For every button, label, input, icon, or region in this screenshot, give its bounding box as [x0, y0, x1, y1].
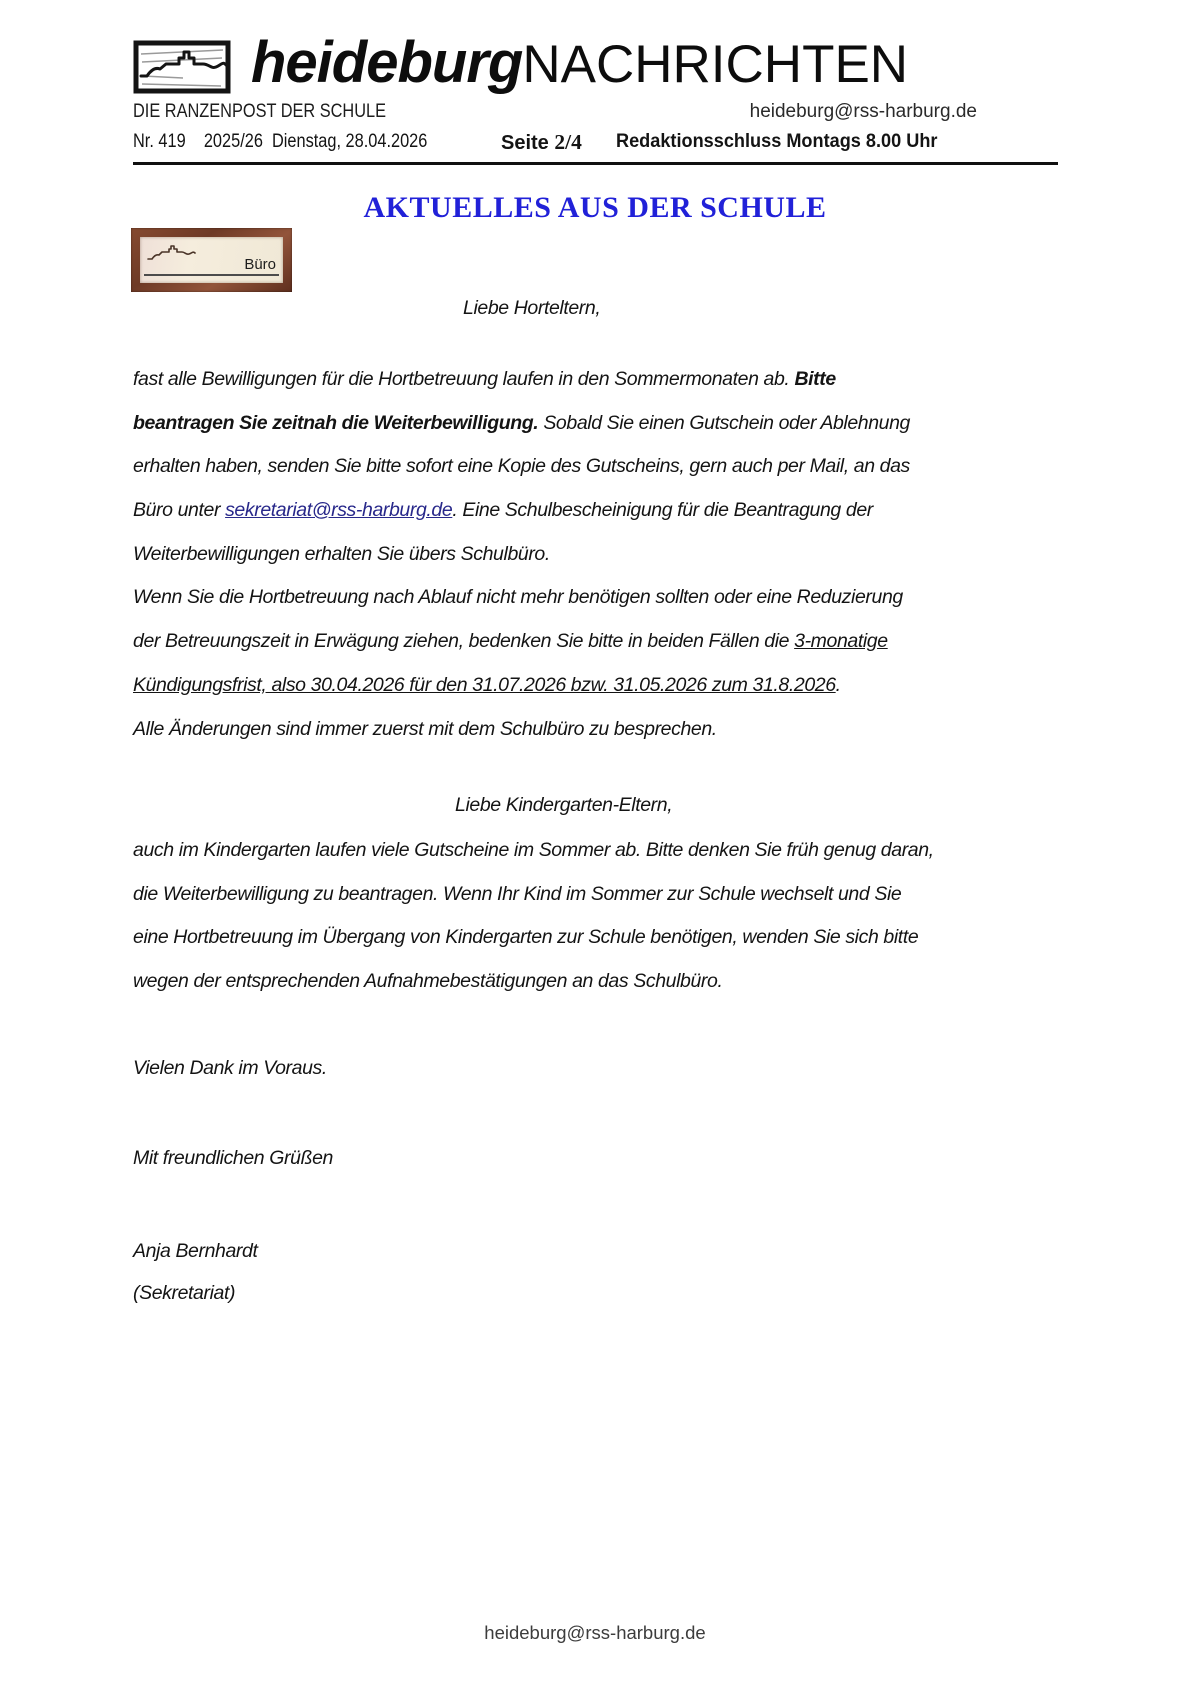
text-line	[133, 358, 1063, 402]
text-line	[133, 873, 1063, 917]
text-segment: fast alle Bewilligungen für die Hortbetreuung laufen in den Sommermonaten ab.	[133, 368, 795, 390]
text-segment: der Betreuungszeit in Erwägung ziehen, bedenken Sie bitte in beiden Fällen die	[133, 630, 795, 653]
editorial-deadline: Redaktionsschluss Montags 8.00 Uhr	[616, 130, 938, 152]
text-segment: Weiterbewilligungen erhalten Sie übers Schulbüro.	[133, 542, 550, 565]
signature-role: (Sekretariat)	[133, 1282, 236, 1304]
footer-email: heideburg@rss-harburg.de	[484, 1622, 706, 1643]
signature-name: Anja Bernhardt	[133, 1240, 258, 1262]
text-segment: erhalten haben, senden Sie bitte sofort eine Kopie des Gutscheins, gern auch per Mail, an das	[133, 455, 910, 478]
text-segment: Wenn Sie die Hortbetreuung nach Ablauf nicht mehr benötigen sollten oder eine Reduzierung	[133, 586, 903, 609]
thanks-line: Vielen Dank im Voraus.	[133, 1057, 327, 1079]
greeting-kindergarten: Liebe Kindergarten-Eltern,	[455, 794, 673, 816]
text-segment: Kündigungsfrist, also 30.04.2026 für den 31.07.2026 bzw. 31.05.2026 zum 31.8.2026	[133, 673, 836, 696]
text-segment: auch im Kindergarten laufen viele Gutscheine im Sommer ab. Bitte denken Sie früh genug daran,	[133, 839, 934, 861]
text-segment: wegen der entsprechenden Aufnahmebestätigungen an das Schulbüro.	[133, 970, 723, 993]
heideburg-skyline-sketch-icon	[145, 241, 197, 265]
paragraph-kindergarten	[133, 829, 1063, 1004]
text-line	[133, 533, 1063, 577]
text-segment: Büro unter	[133, 499, 226, 522]
office-sign-frame	[131, 228, 292, 292]
text-segment: Alle Änderungen sind immer zuerst mit dem Schulbüro zu besprechen.	[133, 717, 717, 740]
masthead-subtitle-row	[133, 101, 977, 125]
text-segment: beantragen Sie zeitnah die Weiterbewilligung.	[133, 411, 539, 434]
office-sign-label: Büro	[244, 256, 276, 273]
greeting-horteltern: Liebe Horteltern,	[463, 297, 601, 319]
header-email: heideburg@rss-harburg.de	[749, 101, 977, 122]
text-segment: die Weiterbewilligung zu beantragen. Wenn Ihr Kind im Sommer zur Schule wechselt und Sie	[133, 882, 902, 905]
header-divider	[133, 162, 1058, 165]
heideburg-skyline-sketch-icon	[133, 40, 231, 94]
office-sign-paper	[140, 237, 283, 283]
email-link[interactable]: sekretariat@rss-harburg.de	[225, 499, 453, 522]
text-segment: Bitte	[794, 368, 836, 390]
masthead-row	[133, 30, 977, 95]
newsletter-title	[251, 30, 909, 95]
text-line	[133, 576, 1063, 620]
text-segment: eine Hortbetreuung im Übergang von Kindergarten zur Schule benötigen, wenden Sie sich bitte	[133, 926, 919, 949]
text-line	[133, 708, 1063, 752]
title-word-nachrichten: NACHRICHTEN	[522, 35, 909, 94]
closing-line: Mit freundlichen Grüßen	[133, 1147, 333, 1169]
text-line	[133, 664, 1063, 708]
text-segment: .	[835, 673, 841, 696]
issue-number-date: Nr. 419 2025/26 Dienstag, 28.04.2026	[133, 131, 428, 152]
text-line	[133, 620, 1063, 664]
text-line	[133, 489, 1063, 533]
article-heading: AKTUELLES AUS DER SCHULE	[363, 191, 827, 224]
issue-info-row	[133, 130, 977, 156]
text-line	[133, 829, 1063, 873]
paragraph-hort	[133, 358, 1063, 751]
text-segment: 3-monatige	[794, 630, 888, 653]
text-line	[133, 916, 1063, 960]
text-line	[133, 445, 1063, 489]
title-word-heideburg: heideburg	[251, 30, 523, 95]
page-label: Seite	[501, 132, 555, 154]
text-segment: . Eine Schulbescheinigung für die Beantragung der	[452, 499, 873, 522]
office-sign-line	[144, 274, 279, 276]
page-number: 2/4	[554, 130, 582, 154]
office-sign-photo	[131, 228, 292, 292]
page-indicator	[501, 130, 582, 155]
subtitle-text: DIE RANZENPOST DER SCHULE	[133, 101, 387, 122]
masthead	[133, 30, 977, 156]
text-line	[133, 960, 1063, 1004]
text-line	[133, 402, 1063, 446]
text-segment: Sobald Sie einen Gutschein oder Ablehnung	[538, 411, 910, 434]
